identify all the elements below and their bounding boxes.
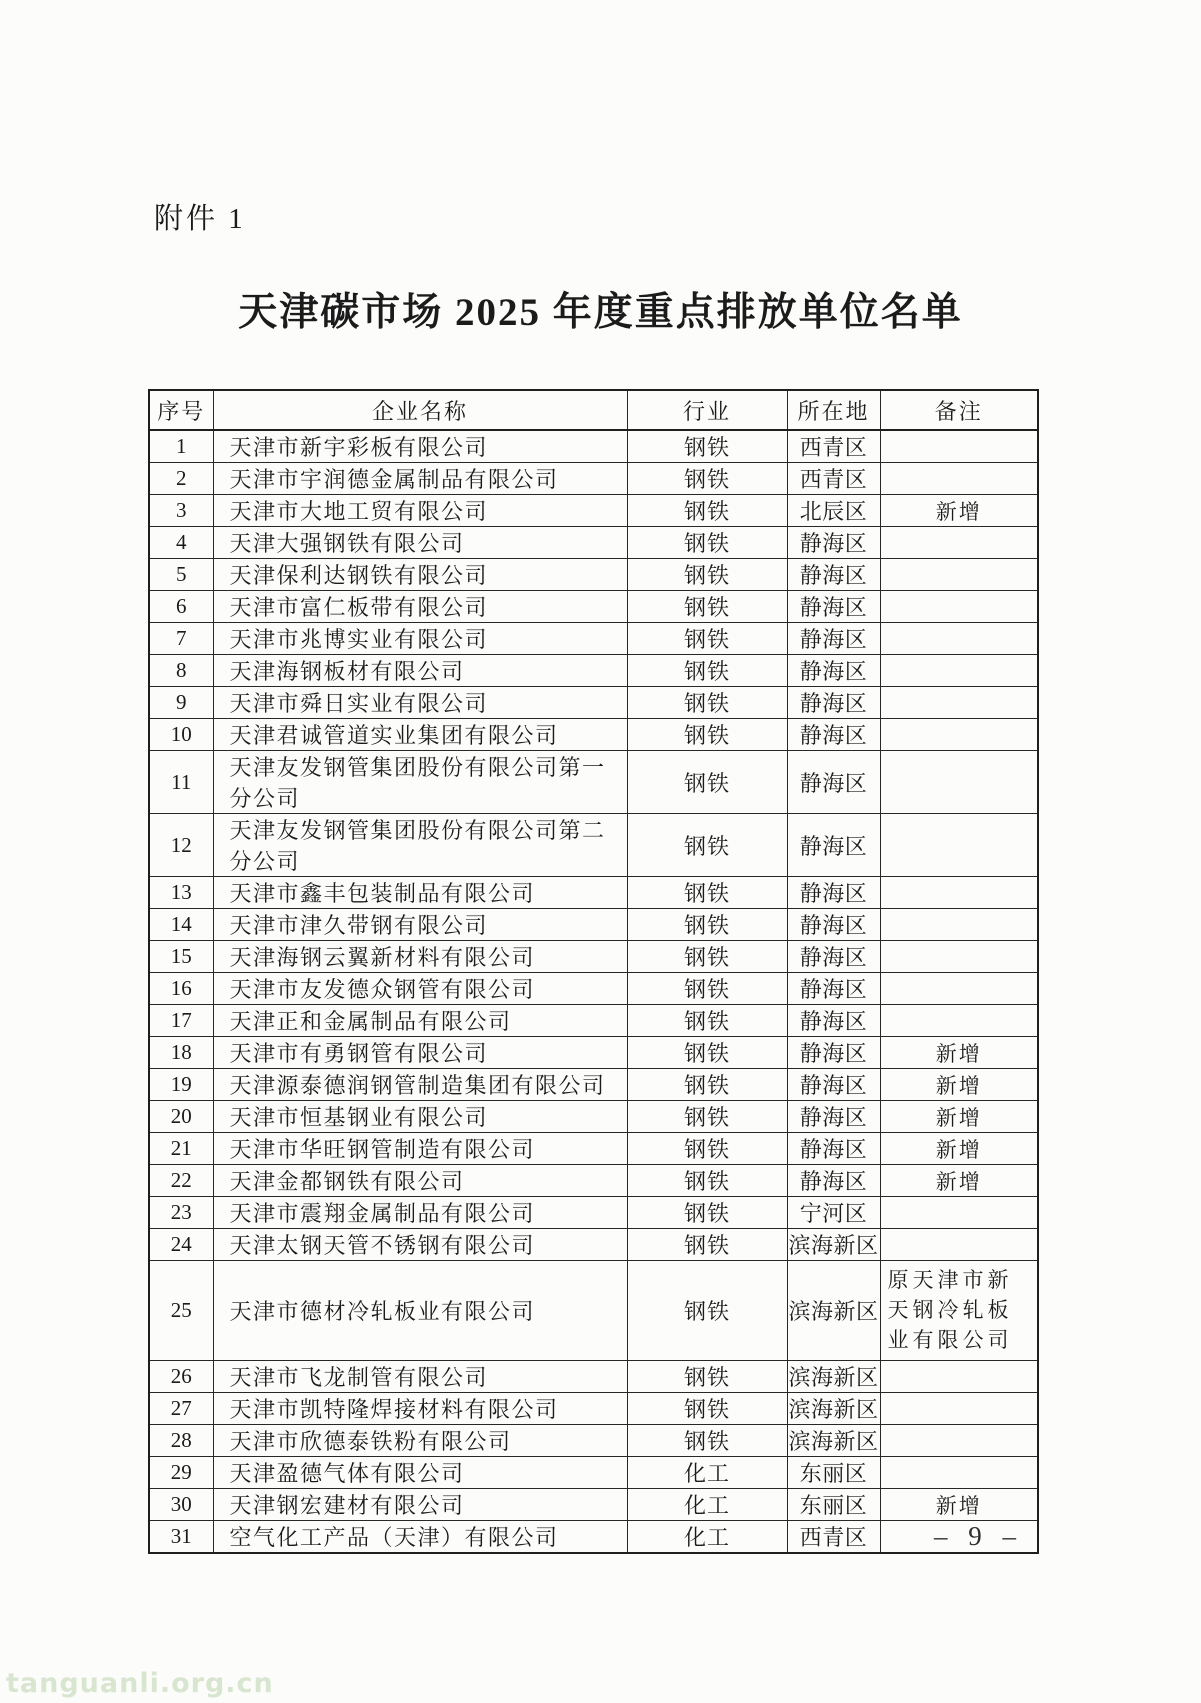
table-row [149, 591, 1038, 623]
industry-cell: 钢铁 [627, 1261, 787, 1361]
location-cell: 静海区 [787, 909, 880, 941]
location-cell: 西青区 [787, 463, 880, 495]
location-cell: 静海区 [787, 687, 880, 719]
page-number: – 9 – [934, 1521, 1023, 1551]
company-name: 天津大强钢铁有限公司 [213, 527, 627, 559]
location-cell: 静海区 [787, 814, 880, 877]
table-row [149, 1037, 1038, 1069]
industry-cell: 钢铁 [627, 1197, 787, 1229]
remark-cell [880, 973, 1038, 1005]
table-row [149, 559, 1038, 591]
table-row [149, 877, 1038, 909]
row-number: 10 [149, 719, 213, 751]
company-name: 天津源泰德润钢管制造集团有限公司 [213, 1069, 627, 1101]
remark-cell: 新增 [880, 1133, 1038, 1165]
company-name: 天津市飞龙制管有限公司 [213, 1361, 627, 1393]
location-cell: 滨海新区 [787, 1393, 880, 1425]
remark-cell: 新增 [880, 1101, 1038, 1133]
company-name: 天津市德材冷轧板业有限公司 [213, 1261, 627, 1361]
location-cell: 静海区 [787, 941, 880, 973]
table-row [149, 909, 1038, 941]
company-name: 天津市华旺钢管制造有限公司 [213, 1133, 627, 1165]
company-name: 天津市凯特隆焊接材料有限公司 [213, 1393, 627, 1425]
table-row [149, 1229, 1038, 1261]
remark-cell [880, 814, 1038, 877]
industry-cell: 钢铁 [627, 1165, 787, 1197]
remark-cell [880, 1425, 1038, 1457]
remark-cell [880, 655, 1038, 687]
table-row [149, 1165, 1038, 1197]
company-name: 天津市富仁板带有限公司 [213, 591, 627, 623]
location-cell: 静海区 [787, 1069, 880, 1101]
company-name: 天津市鑫丰包装制品有限公司 [213, 877, 627, 909]
industry-cell: 钢铁 [627, 1393, 787, 1425]
company-name: 天津市新宇彩板有限公司 [213, 430, 627, 463]
header-industry: 行业 [627, 390, 787, 430]
table-row [149, 1197, 1038, 1229]
row-number: 7 [149, 623, 213, 655]
industry-cell: 钢铁 [627, 430, 787, 463]
table-row [149, 1489, 1038, 1521]
row-number: 8 [149, 655, 213, 687]
industry-cell: 钢铁 [627, 1069, 787, 1101]
table-row [149, 1005, 1038, 1037]
header-no: 序号 [149, 390, 213, 430]
company-name: 天津友发钢管集团股份有限公司第一分公司 [213, 751, 627, 814]
company-name: 天津金都钢铁有限公司 [213, 1165, 627, 1197]
location-cell: 静海区 [787, 751, 880, 814]
remark-cell: 新增 [880, 1489, 1038, 1521]
remark-cell: 新增 [880, 495, 1038, 527]
table-row [149, 751, 1038, 814]
table-row [149, 814, 1038, 877]
table-row [149, 687, 1038, 719]
emission-units-table [148, 389, 1039, 1554]
company-name: 天津友发钢管集团股份有限公司第二分公司 [213, 814, 627, 877]
industry-cell: 化工 [627, 1457, 787, 1489]
remark-cell [880, 909, 1038, 941]
location-cell: 东丽区 [787, 1489, 880, 1521]
row-number: 23 [149, 1197, 213, 1229]
table-row [149, 1069, 1038, 1101]
row-number: 17 [149, 1005, 213, 1037]
remark-cell [880, 623, 1038, 655]
location-cell: 西青区 [787, 430, 880, 463]
industry-cell: 钢铁 [627, 1361, 787, 1393]
location-cell: 静海区 [787, 1133, 880, 1165]
remark-cell: 新增 [880, 1069, 1038, 1101]
remark-cell [880, 1393, 1038, 1425]
company-name: 天津市大地工贸有限公司 [213, 495, 627, 527]
location-cell: 静海区 [787, 1037, 880, 1069]
location-cell: 静海区 [787, 1165, 880, 1197]
remark-cell: 新增 [880, 1037, 1038, 1069]
company-name: 天津盈德气体有限公司 [213, 1457, 627, 1489]
remark-cell: 新增 [880, 1165, 1038, 1197]
industry-cell: 钢铁 [627, 877, 787, 909]
industry-cell: 钢铁 [627, 1133, 787, 1165]
table-row [149, 430, 1038, 463]
row-number: 31 [149, 1521, 213, 1554]
industry-cell: 钢铁 [627, 463, 787, 495]
industry-cell: 钢铁 [627, 941, 787, 973]
table-row [149, 1361, 1038, 1393]
remark-cell [880, 430, 1038, 463]
company-name: 天津市有勇钢管有限公司 [213, 1037, 627, 1069]
page-title: 天津碳市场 2025 年度重点排放单位名单 [238, 291, 963, 334]
row-number: 26 [149, 1361, 213, 1393]
industry-cell: 钢铁 [627, 687, 787, 719]
location-cell: 静海区 [787, 623, 880, 655]
location-cell: 静海区 [787, 877, 880, 909]
row-number: 30 [149, 1489, 213, 1521]
remark-cell [880, 719, 1038, 751]
table-row [149, 495, 1038, 527]
industry-cell: 钢铁 [627, 719, 787, 751]
table-row [149, 623, 1038, 655]
table-row [149, 527, 1038, 559]
industry-cell: 钢铁 [627, 1229, 787, 1261]
table-row [149, 941, 1038, 973]
header-name: 企业名称 [213, 390, 627, 430]
location-cell: 宁河区 [787, 1197, 880, 1229]
table-row [149, 1393, 1038, 1425]
company-name: 天津市兆博实业有限公司 [213, 623, 627, 655]
company-name: 天津君诚管道实业集团有限公司 [213, 719, 627, 751]
company-name: 天津市欣德泰铁粉有限公司 [213, 1425, 627, 1457]
remark-cell [880, 877, 1038, 909]
company-name: 天津正和金属制品有限公司 [213, 1005, 627, 1037]
remark-cell [880, 751, 1038, 814]
header-remark: 备注 [880, 390, 1038, 430]
company-name: 天津海钢板材有限公司 [213, 655, 627, 687]
remark-cell [880, 941, 1038, 973]
industry-cell: 化工 [627, 1521, 787, 1554]
table-row [149, 1261, 1038, 1361]
company-name: 天津太钢天管不锈钢有限公司 [213, 1229, 627, 1261]
location-cell: 静海区 [787, 719, 880, 751]
table-row [149, 1425, 1038, 1457]
table-header-row [149, 390, 1038, 430]
company-name: 天津市舜日实业有限公司 [213, 687, 627, 719]
location-cell: 滨海新区 [787, 1425, 880, 1457]
location-cell: 西青区 [787, 1521, 880, 1554]
company-name: 天津市友发德众钢管有限公司 [213, 973, 627, 1005]
row-number: 14 [149, 909, 213, 941]
table-row [149, 973, 1038, 1005]
industry-cell: 化工 [627, 1489, 787, 1521]
watermark-text: tanguanli.org.cn [6, 1668, 274, 1699]
row-number: 11 [149, 751, 213, 814]
remark-cell [880, 559, 1038, 591]
company-name: 天津市津久带钢有限公司 [213, 909, 627, 941]
industry-cell: 钢铁 [627, 591, 787, 623]
company-name: 天津市宇润德金属制品有限公司 [213, 463, 627, 495]
row-number: 16 [149, 973, 213, 1005]
row-number: 29 [149, 1457, 213, 1489]
row-number: 3 [149, 495, 213, 527]
company-name: 天津保利达钢铁有限公司 [213, 559, 627, 591]
remark-cell [880, 1361, 1038, 1393]
row-number: 6 [149, 591, 213, 623]
location-cell: 静海区 [787, 559, 880, 591]
row-number: 21 [149, 1133, 213, 1165]
industry-cell: 钢铁 [627, 909, 787, 941]
remark-cell [880, 1229, 1038, 1261]
remark-cell [880, 527, 1038, 559]
remark-cell: 原天津市新天钢冷轧板业有限公司 [880, 1261, 1038, 1361]
row-number: 28 [149, 1425, 213, 1457]
company-name: 天津市恒基钢业有限公司 [213, 1101, 627, 1133]
industry-cell: 钢铁 [627, 527, 787, 559]
table-row [149, 1133, 1038, 1165]
industry-cell: 钢铁 [627, 623, 787, 655]
remark-cell [880, 1457, 1038, 1489]
company-name: 天津钢宏建材有限公司 [213, 1489, 627, 1521]
industry-cell: 钢铁 [627, 1005, 787, 1037]
company-name: 天津市震翔金属制品有限公司 [213, 1197, 627, 1229]
remark-cell [880, 591, 1038, 623]
location-cell: 滨海新区 [787, 1229, 880, 1261]
location-cell: 静海区 [787, 1005, 880, 1037]
table-row [149, 719, 1038, 751]
company-name: 天津海钢云翼新材料有限公司 [213, 941, 627, 973]
location-cell: 北辰区 [787, 495, 880, 527]
industry-cell: 钢铁 [627, 751, 787, 814]
row-number: 25 [149, 1261, 213, 1361]
row-number: 27 [149, 1393, 213, 1425]
location-cell: 静海区 [787, 527, 880, 559]
row-number: 4 [149, 527, 213, 559]
industry-cell: 钢铁 [627, 559, 787, 591]
row-number: 22 [149, 1165, 213, 1197]
row-number: 18 [149, 1037, 213, 1069]
location-cell: 静海区 [787, 655, 880, 687]
row-number: 24 [149, 1229, 213, 1261]
location-cell: 滨海新区 [787, 1361, 880, 1393]
location-cell: 滨海新区 [787, 1261, 880, 1361]
row-number: 12 [149, 814, 213, 877]
location-cell: 东丽区 [787, 1457, 880, 1489]
industry-cell: 钢铁 [627, 1037, 787, 1069]
company-name: 空气化工产品（天津）有限公司 [213, 1521, 627, 1554]
location-cell: 静海区 [787, 591, 880, 623]
row-number: 19 [149, 1069, 213, 1101]
table-row [149, 655, 1038, 687]
industry-cell: 钢铁 [627, 973, 787, 1005]
attachment-label: 附件 1 [154, 203, 246, 235]
remark-cell [880, 1197, 1038, 1229]
remark-cell [880, 1005, 1038, 1037]
row-number: 13 [149, 877, 213, 909]
table-row [149, 1101, 1038, 1133]
remark-cell [880, 463, 1038, 495]
location-cell: 静海区 [787, 973, 880, 1005]
row-number: 20 [149, 1101, 213, 1133]
row-number: 1 [149, 430, 213, 463]
row-number: 5 [149, 559, 213, 591]
industry-cell: 钢铁 [627, 495, 787, 527]
location-cell: 静海区 [787, 1101, 880, 1133]
table-row [149, 1521, 1038, 1554]
industry-cell: 钢铁 [627, 1101, 787, 1133]
industry-cell: 钢铁 [627, 814, 787, 877]
row-number: 2 [149, 463, 213, 495]
remark-cell [880, 687, 1038, 719]
row-number: 9 [149, 687, 213, 719]
table-row [149, 463, 1038, 495]
industry-cell: 钢铁 [627, 1425, 787, 1457]
industry-cell: 钢铁 [627, 655, 787, 687]
row-number: 15 [149, 941, 213, 973]
table-row [149, 1457, 1038, 1489]
header-location: 所在地 [787, 390, 880, 430]
